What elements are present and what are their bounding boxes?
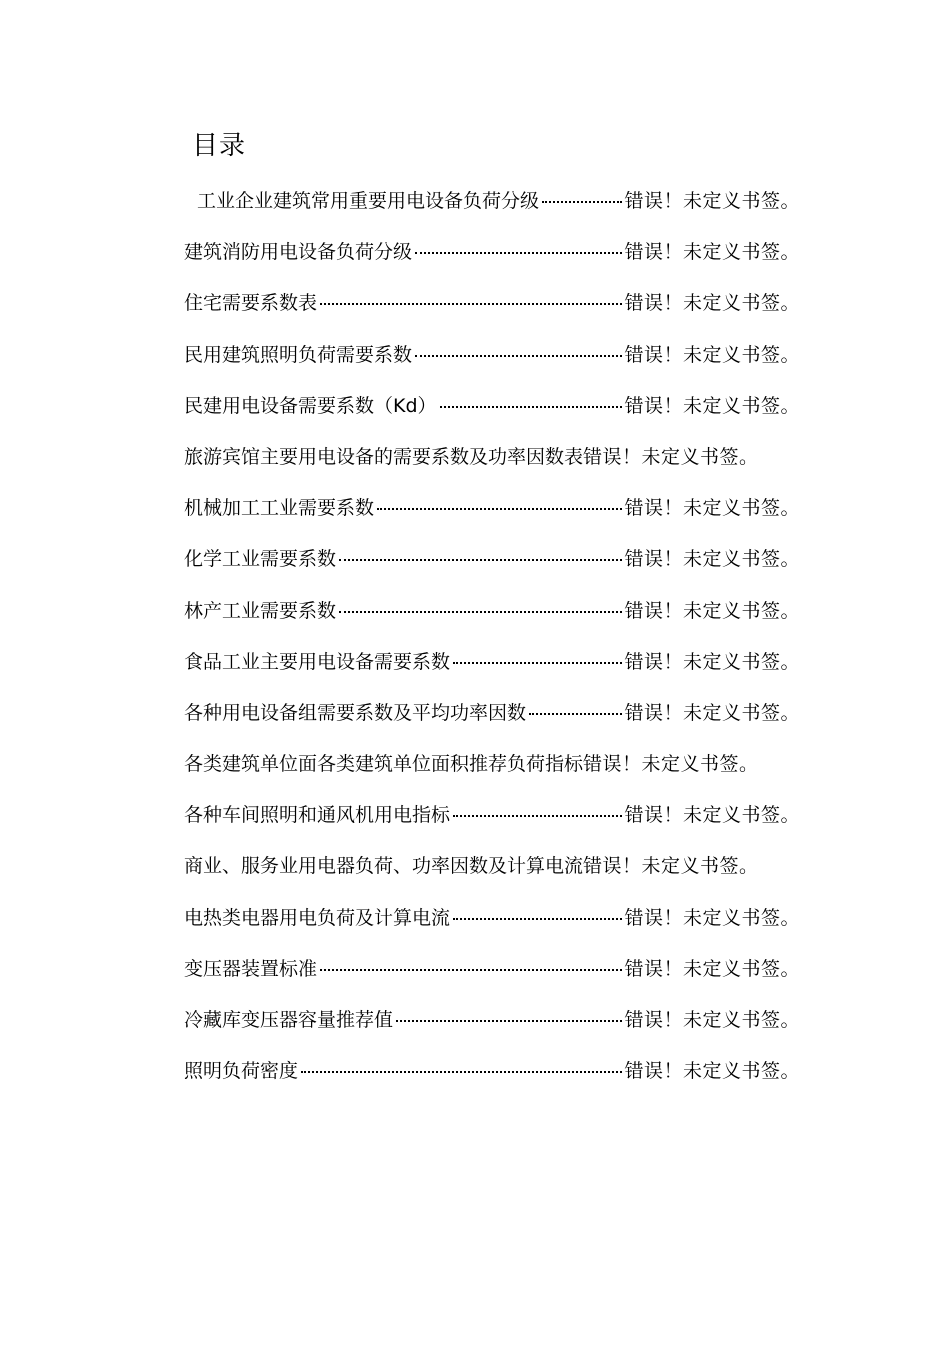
toc-entry-page-ref: 错误！未定义书签。: [624, 497, 800, 520]
toc-dot-leader: [377, 488, 622, 510]
toc-entry-label: 民用建筑照明负荷需要系数: [184, 343, 413, 366]
toc-entry-label: 商业、服务业用电器负荷、功率因数及计算电流: [184, 855, 584, 878]
toc-dot-leader: [542, 181, 622, 203]
toc-entry[interactable]: [184, 286, 800, 337]
toc-entry[interactable]: [184, 235, 800, 286]
toc-entry-label: 各种用电设备组需要系数及平均功率因数: [184, 701, 527, 724]
toc-dot-leader: [453, 795, 622, 817]
toc-dot-leader: [415, 335, 622, 357]
toc-entry-label: 冷藏库变压器容量推荐值: [184, 1009, 394, 1031]
toc-entry-page-ref: 错误！未定义书签。: [624, 343, 800, 366]
toc-entry-page-ref: 错误！未定义书签。: [583, 445, 759, 468]
toc-entry[interactable]: [184, 901, 800, 952]
toc-entry[interactable]: [184, 696, 800, 747]
toc-entry-page-ref: 错误！未定义书签。: [624, 701, 800, 724]
toc-entry-label: 照明负荷密度: [184, 1060, 299, 1083]
toc-entry-label: 化学工业需要系数: [184, 548, 337, 571]
toc-entry-label: 机械加工工业需要系数: [184, 497, 375, 520]
toc-entry[interactable]: [184, 952, 800, 1003]
toc-entry-label: 旅游宾馆主要用电设备的需要系数及功率因数表: [184, 445, 584, 468]
toc-entry-label: 林产工业需要系数: [184, 599, 337, 622]
toc-dot-leader: [440, 386, 623, 408]
toc-list: [184, 184, 800, 1105]
toc-entry-label: 住宅需要系数表: [184, 292, 318, 315]
toc-entry-page-ref: 错误！未定义书签。: [624, 906, 800, 929]
toc-title: 目录: [192, 131, 247, 161]
toc-entry[interactable]: [184, 184, 800, 235]
toc-entry-page-ref: 错误！未定义书签。: [624, 957, 800, 980]
toc-dot-leader: [301, 1051, 622, 1073]
toc-entry[interactable]: [184, 747, 800, 798]
toc-entry-label: 变压器装置标准: [184, 957, 318, 980]
toc-entry[interactable]: [184, 491, 800, 542]
toc-entry-page-ref: 错误！未定义书签。: [624, 292, 800, 315]
toc-entry-label: 电热类电器用电负荷及计算电流: [184, 906, 451, 929]
toc-entry[interactable]: [184, 389, 800, 440]
toc-dot-leader: [320, 283, 622, 305]
toc-entry[interactable]: [184, 798, 800, 849]
toc-entry[interactable]: [184, 338, 800, 389]
toc-entry-label: 工业企业建筑常用重要用电设备负荷分级: [197, 190, 540, 212]
toc-entry[interactable]: [184, 645, 800, 696]
toc-entry-page-ref: 错误！未定义书签。: [624, 394, 800, 417]
toc-entry[interactable]: [184, 440, 800, 491]
toc-entry-label: 食品工业主要用电设备需要系数: [184, 650, 451, 673]
toc-dot-leader: [396, 1000, 622, 1022]
toc-entry-page-ref: 错误！未定义书签。: [624, 190, 800, 212]
toc-dot-leader: [415, 232, 622, 254]
toc-entry-page-ref: 错误！未定义书签。: [583, 855, 759, 878]
toc-entry[interactable]: [184, 594, 800, 645]
toc-entry-page-ref: 错误！未定义书签。: [624, 241, 800, 264]
toc-entry[interactable]: [184, 1054, 800, 1105]
toc-entry-page-ref: 错误！未定义书签。: [624, 650, 800, 673]
toc-dot-leader: [453, 642, 622, 664]
toc-entry[interactable]: [184, 542, 800, 593]
toc-entry-page-ref: 错误！未定义书签。: [624, 1009, 800, 1031]
toc-entry-page-ref: 错误！未定义书签。: [583, 753, 759, 776]
toc-entry-page-ref: 错误！未定义书签。: [624, 548, 800, 571]
toc-entry-label: 各种车间照明和通风机用电指标: [184, 804, 451, 827]
toc-dot-leader: [339, 591, 622, 613]
toc-entry[interactable]: [184, 1003, 800, 1054]
toc-entry-label: 民建用电设备需要系数（Kd）: [184, 394, 437, 417]
toc-dot-leader: [320, 949, 622, 971]
toc-dot-leader: [529, 693, 622, 715]
toc-entry-page-ref: 错误！未定义书签。: [624, 1060, 800, 1083]
toc-entry-page-ref: 错误！未定义书签。: [624, 599, 800, 622]
toc-dot-leader: [453, 898, 622, 920]
toc-entry-label: 建筑消防用电设备负荷分级: [184, 241, 413, 264]
toc-entry-label: 各类建筑单位面各类建筑单位面积推荐负荷指标: [184, 753, 584, 776]
toc-entry[interactable]: [184, 849, 800, 900]
toc-entry-page-ref: 错误！未定义书签。: [624, 804, 800, 827]
toc-dot-leader: [339, 539, 622, 561]
